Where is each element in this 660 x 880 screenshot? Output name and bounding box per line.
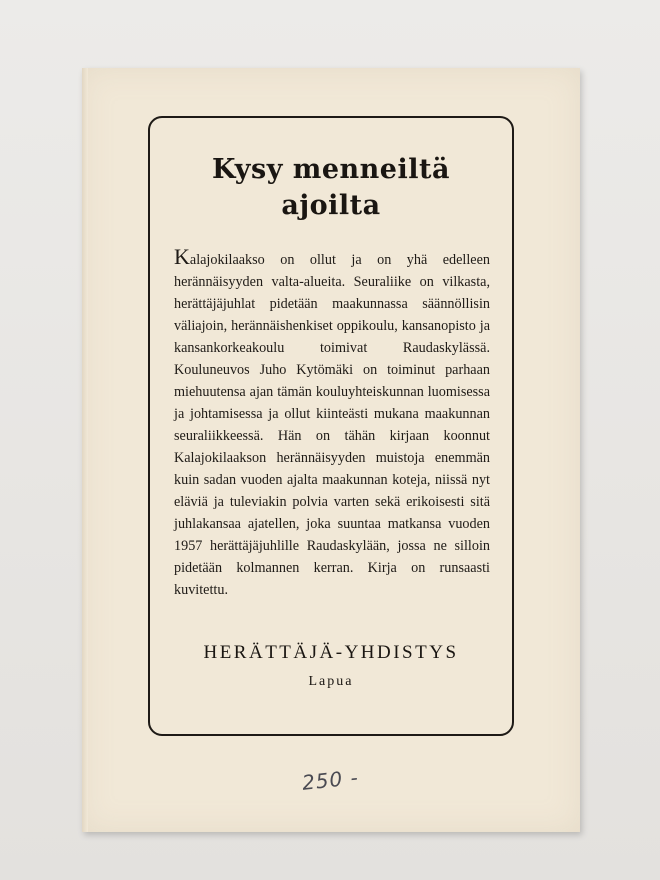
cover-title-line-1: Kysy menneiltä: [212, 154, 450, 185]
book-edge: [82, 68, 88, 832]
publisher-name: HERÄTTÄJÄ-YHDISTYS: [203, 642, 459, 663]
book-back-cover: [82, 68, 580, 832]
handwritten-price: 250 -: [300, 765, 360, 795]
cover-title-line-2: ajoilta: [281, 190, 381, 221]
cover-title: [150, 152, 512, 224]
cover-blurb: Kalajokilaakso on ollut ja on yhä edelleen herännäisyyden valta-alueita. Seuraliike on vilkasta, herättäjäjuhlat pidetään maakunnassa säännöllisin väliajoin, herännäishenkiset oppikoulu, kansanopisto ja kansankorkeakoulu toimivat Raudaskylässä. Kouluneuvos Juho Kytömäki on toiminut parhaan miehuutensa ajan tämän kouluyhteiskunnan luomisessa ja johtamisessa ja ollut kiinteästi mukana maakunnan seuraliikkeessä. Hän on tähän kirjaan koonnut Kalajokilaakson herännäisyyden muistoja enemmän kuin sadan vuoden ajalta maakunnan koteja, niissä nyt eläviä ja tuleviakin polvia varten sekä erikoisesti sitä juhlakansaa ajatellen, joka suuntaa matkansa vuoden 1957 herättäjäjuhlille Raudaskylään, jossa ne silloin pidetään kolmannen kerran. Kirja on runsaasti kuvitettu.: [174, 244, 490, 598]
publisher-city: Lapua: [308, 674, 354, 689]
cover-frame: [148, 116, 514, 736]
